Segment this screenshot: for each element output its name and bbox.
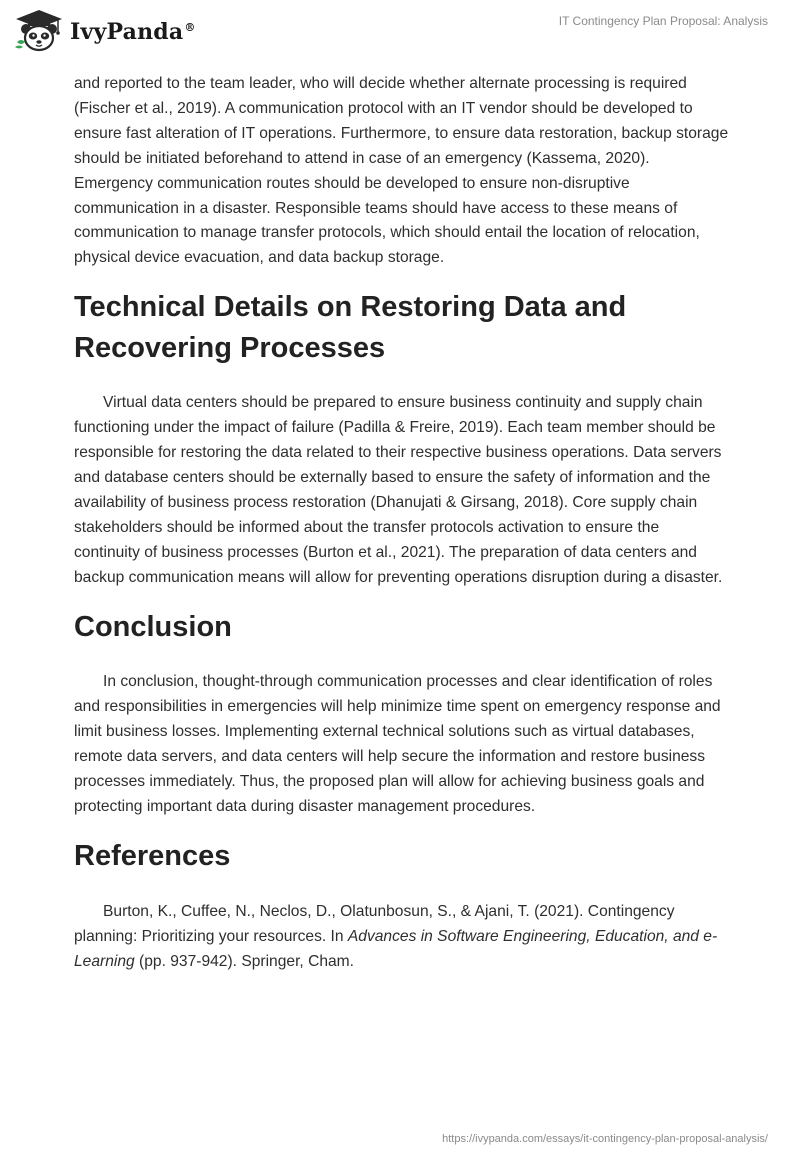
document-title: IT Contingency Plan Proposal: Analysis	[558, 14, 768, 28]
references-heading: References	[74, 840, 231, 873]
registered-mark: ®	[184, 20, 196, 34]
reference-book-title: Advances in Software Engineering, Education, and e-Learning	[74, 927, 718, 970]
technical-details-paragraph: Virtual data centers should be prepared to ensure business continuity and supply chain functioning under the impact of failure (Padilla & Freire, 2019). Each team member should be responsible for restoring the data related to their respective business operations. Data servers and database centers should be externally based to ensure the safety of information and the availability of business process restoration (Dhanujati & Girsang, 2018). Core supply chain stakeholders should be informed about the transfer protocols activation to ensure the continuity of business processes (Burton et al., 2021). The preparation of data centers and backup communication means will allow for preventing operations disruption during a disaster.	[74, 394, 723, 586]
document-body	[74, 72, 729, 975]
logo[interactable]	[14, 8, 196, 54]
reference-authors: Burton, K., Cuffee, N., Neclos, D., Olatunbosun, S., & Ajani, T. (2021). Contingency planning: Prioritizing your resources. In	[74, 902, 675, 945]
intro-paragraph: and reported to the team leader, who will decide whether alternate processing is required (Fischer et al., 2019). A communication protocol with an IT vendor should be developed to ensure fast alteration of IT operations. Furthermore, to ensure data restoration, backup storage should be initiated beforehand to attend in case of an emergency (Kassema, 2020). Emergency communication routes should be developed to ensure non-disruptive communication in a disaster. Responsible teams should have access to these means of communication to manage transfer protocols, which should entail the location of relocation, physical device evacuation, and data backup storage.	[74, 75, 729, 267]
panda-graduation-cap-icon	[14, 8, 64, 54]
logo-text: IvyPanda®	[70, 19, 196, 45]
conclusion-heading: Conclusion	[74, 610, 232, 643]
reference-publisher: (pp. 937-942). Springer, Cham.	[134, 952, 354, 970]
page-header	[0, 0, 800, 64]
technical-details-heading: Technical Details on Restoring Data and Recovering Processes	[74, 291, 627, 364]
conclusion-paragraph: In conclusion, thought-through communication processes and clear identification of roles and responsibilities in emergencies will help minimize time spent on emergency response and limit business losses. Implementing external technical solutions such as virtual databases, remote data servers, and data centers will help secure the information and restore business processes immediately. Thus, the proposed plan will allow for achieving business goals and protecting important data during disaster management procedures.	[74, 673, 721, 815]
reference-entry	[74, 900, 729, 975]
source-url[interactable]: https://ivypanda.com/essays/it-contingency-plan-proposal-analysis/	[442, 1133, 768, 1145]
